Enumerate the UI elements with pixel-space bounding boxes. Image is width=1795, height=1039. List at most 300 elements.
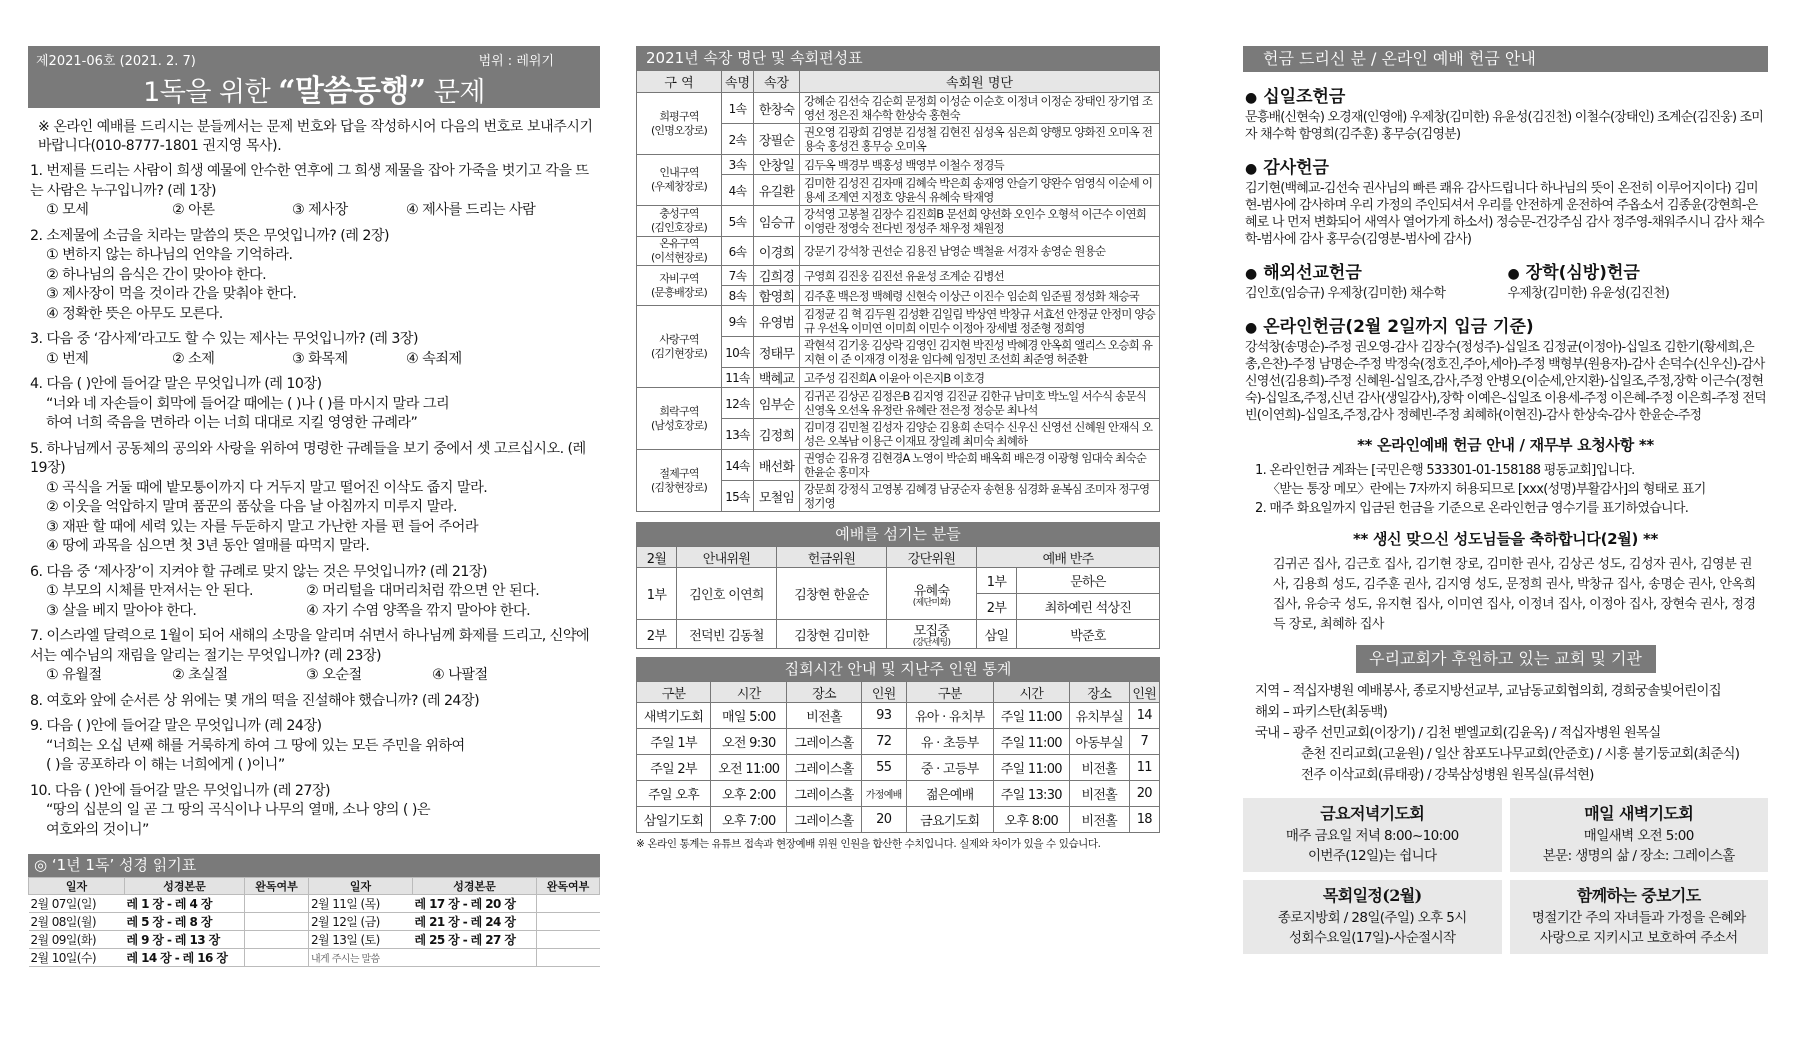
cell-number: 5속 (722, 206, 754, 237)
offering-title: 헌금 드리신 분 / 온라인 예배 헌금 안내 (1243, 46, 1768, 72)
box-line: 성회수요일(17일)-사순절시작 (1289, 930, 1456, 946)
cell-number: 13속 (722, 419, 754, 450)
question-text: 1. 번제를 드리는 사람이 희생 예물에 안수한 연후에 그 희생 제물을 잡아 가죽을 벗기고 각을 뜨는 사람은 누구입니까? (레 1장) (30, 163, 589, 199)
area-name: 희평구역 (659, 109, 699, 123)
cell-leader: 임부순 (754, 388, 800, 419)
table-row (637, 807, 1160, 833)
col-header: 2월 (637, 547, 677, 568)
question-1 (28, 162, 600, 221)
cell-leader: 한창숙 (754, 93, 800, 124)
stats-cell: 20 (861, 807, 906, 833)
col-header: 인원 (861, 682, 906, 703)
stats-title: 집회시간 안내 및 지난주 인원 통계 (636, 657, 1160, 681)
support-line: 해외 – 파키스탄(최동백) (1255, 704, 1388, 720)
question-5 (28, 440, 600, 557)
cell-leader: 안창일 (754, 155, 800, 175)
reading-check[interactable] (537, 931, 600, 949)
col-header: 시간 (711, 682, 787, 703)
reading-date: 2월 10일(수) (29, 949, 125, 967)
support-title: 우리교회가 후원하고 있는 교회 및 기관 (1356, 645, 1656, 673)
issue-number: 제2021-06호 (2021. 2. 7) (36, 54, 196, 69)
offering-names: 김창현 한윤순 (777, 568, 887, 620)
stats-cell: 비전홀 (787, 703, 861, 729)
quiz-column (28, 46, 600, 967)
box-line: 사랑으로 지키시고 보호하여 주소서 (1539, 930, 1738, 946)
cell-members: 김미한 김성진 김자매 김혜숙 박은희 송재영 안슬기 양완수 엄영식 이순세 이용세 조계연 지정호 양윤식 유혜숙 탁재영 (800, 175, 1160, 206)
area-name: 온유구역 (659, 237, 699, 250)
mission-scholar-row (1243, 248, 1768, 302)
guide-names: 전덕빈 김동철 (677, 620, 777, 649)
option: ④ 제사를 드리는 사람 (406, 202, 536, 218)
mission-heading (1245, 258, 1506, 283)
cell-leader: 백혜교 (754, 368, 800, 388)
cell-number: 10속 (722, 337, 754, 368)
altar-cell (887, 568, 977, 620)
cell-leader: 유길환 (754, 175, 800, 206)
col-header: 구분 (637, 682, 711, 703)
stats-cell: 14 (1129, 703, 1159, 729)
option: ③ 살을 베지 말아야 한다. (46, 602, 197, 619)
choir-name: 박준호 (1017, 620, 1160, 649)
question-line: 하여 너희 죽음을 면하라 이는 너희 대대로 지킬 영영한 규례라” (46, 415, 418, 431)
quiz-title-main: “말씀동행” (278, 74, 426, 109)
scholar-list: 우제창(김미한) 유윤성(김진천) (1507, 286, 1670, 301)
reading-passage: 레 25 장 - 레 27 장 (413, 931, 537, 949)
cell-number: 9속 (722, 306, 754, 337)
heading-text: 장학(심방)헌금 (1525, 263, 1640, 283)
col-header: 속회원 명단 (800, 71, 1160, 93)
support-line: 국내 – 광주 선민교회(이장기) / 김천 벧엘교회(김윤옥) / 적십자병원 원목실 (1255, 725, 1661, 741)
servers-header-row (637, 547, 1160, 568)
choir-name: 문하은 (1017, 568, 1160, 594)
cell-leader: 임승규 (754, 206, 800, 237)
choir-name: 최하예린 석상진 (1017, 594, 1160, 620)
col-header: 헌금위원 (777, 547, 887, 568)
reading-check[interactable] (245, 913, 309, 931)
altar-name: 유혜숙 (913, 583, 950, 599)
stats-cell: 매일 5:00 (711, 703, 787, 729)
col-header: 완독여부 (537, 878, 600, 895)
table-row (29, 913, 600, 931)
reading-date: 2월 11일 (목) (309, 895, 413, 913)
cell-number: 15속 (722, 481, 754, 512)
col-header: 속명 (722, 71, 754, 93)
area-elder: (이석현장로) (650, 251, 708, 264)
stats-cell: 가정예배 (861, 781, 906, 807)
reading-check[interactable] (245, 895, 309, 913)
cell-number: 6속 (722, 237, 754, 266)
roster-header-row (637, 71, 1160, 93)
table-row (637, 450, 1160, 481)
table-row (637, 306, 1160, 337)
option: ② 하나님의 음식은 간이 맞아야 한다. (46, 266, 267, 283)
stats-cell: 오전 11:00 (711, 755, 787, 781)
stats-cell: 오전 9:30 (711, 729, 787, 755)
stats-cell: 72 (861, 729, 906, 755)
option: ① 부모의 시체를 만져서는 안 된다. (46, 583, 253, 599)
bullet-icon: ● (1245, 90, 1258, 106)
question-text: 9. 다음 ( )안에 들어갈 말은 무엇입니까 (레 24장) (30, 718, 322, 734)
online-guide-title: ** 온라인예배 헌금 안내 / 재무부 요청사항 ** (1357, 436, 1654, 454)
reading-date: 2월 09일(화) (29, 931, 125, 949)
stats-cell: 그레이스홀 (787, 807, 861, 833)
scholar-block (1506, 248, 1769, 302)
area-cell (637, 266, 722, 306)
option: ④ 정확한 뜻은 아무도 모른다. (46, 305, 223, 322)
option: ③ 화목제 (292, 350, 348, 367)
table-row (29, 931, 600, 949)
cell-leader: 정태무 (754, 337, 800, 368)
box-line: 매일새벽 오전 5:00 (1583, 828, 1694, 844)
dawn-prayer-box (1510, 798, 1769, 872)
option: ③ 오순절 (306, 667, 362, 683)
cell-members: 김정균 김 혁 김두원 김성환 김일림 박상연 박창규 서효선 안정균 안정미 양승규 우선옥 이미연 이미희 이민수 이정아 장세별 정준형 정희영 (800, 306, 1160, 337)
stats-cell: 20 (1129, 781, 1159, 807)
table-row (637, 729, 1160, 755)
cell-number: 14속 (722, 450, 754, 481)
online-heading (1245, 312, 1768, 337)
area-elder: (문흥배장로) (650, 285, 708, 299)
cell-leader: 김희경 (754, 266, 800, 286)
col-header: 속장 (754, 71, 800, 93)
cell-members: 강문희 강정식 고영봉 김혜경 남궁순자 송현용 심경화 윤복심 조미자 정구영 정기영 (800, 481, 1160, 512)
table-row (29, 895, 600, 913)
cell-members: 고주성 김진희A 이윤아 이은지B 이호경 (800, 368, 1160, 388)
row-label: 1부 (637, 568, 677, 620)
cell-number: 3속 (722, 155, 754, 175)
row-label: 2부 (637, 620, 677, 649)
reading-note: 내게 주시는 말씀 (309, 949, 413, 967)
option: ④ 나팔절 (432, 667, 488, 683)
bullet-icon: ● (1245, 161, 1258, 177)
stats-cell: 삼일기도회 (637, 807, 711, 833)
area-name: 충성구역 (659, 207, 699, 220)
stats-cell: 주일 11:00 (993, 755, 1069, 781)
option: ③ 제사장이 먹을 것이라 간을 맞춰야 한다. (46, 286, 297, 302)
tithe-heading (1245, 82, 1768, 107)
stats-cell: 비전홀 (1070, 807, 1130, 833)
box-line: 매주 금요일 저녁 8:00~10:00 (1285, 828, 1459, 844)
col-header: 인원 (1129, 682, 1159, 703)
reading-date: 2월 12일 (금) (309, 913, 413, 931)
cell-leader: 이경희 (754, 237, 800, 266)
quiz-scope: 범위 : 레위기 (478, 54, 554, 69)
reading-passage (413, 949, 537, 967)
table-row (637, 155, 1160, 175)
online-guide-1b: 〈받는 통장 메모〉란에는 7자까지 허용되므로 [xxx(성명)부활감사]의 형태로 표기 (1267, 482, 1706, 497)
quiz-intro: ※ 온라인 예배를 드리시는 분들께서는 문제 번호와 답을 작성하시어 다음의 번호로 보내주시기 바랍니다(010-8777-1801 권지영 목사). (38, 119, 593, 154)
stats-cell: 오후 8:00 (993, 807, 1069, 833)
stats-cell: 오후 7:00 (711, 807, 787, 833)
intercession-box (1510, 880, 1769, 954)
stats-cell: 중 · 고등부 (906, 755, 993, 781)
area-cell (637, 388, 722, 450)
stats-cell: 그레이스홀 (787, 755, 861, 781)
friday-prayer-box (1243, 798, 1502, 872)
stats-note: ※ 온라인 통계는 유튜브 접속과 현장예배 위원 인원을 합산한 수치입니다. 실제와 차이가 있을 수 있습니다. (636, 838, 1101, 850)
choir-label: 삼일 (977, 620, 1017, 649)
stats-cell: 11 (1129, 755, 1159, 781)
altar-cell (887, 620, 977, 649)
cell-leader: 함영희 (754, 286, 800, 306)
area-cell (637, 306, 722, 388)
reading-date: 2월 07일(일) (29, 895, 125, 913)
question-9 (28, 717, 600, 776)
col-header: 구분 (906, 682, 993, 703)
altar-role: (제단미화) (912, 597, 951, 608)
reading-check[interactable] (537, 913, 600, 931)
area-name: 인내구역 (659, 166, 699, 179)
area-elder: (남성호장로) (650, 418, 708, 432)
table-row (637, 93, 1160, 124)
area-name: 사랑구역 (659, 332, 699, 346)
cell-number: 7속 (722, 266, 754, 286)
option: ① 모세 (46, 202, 89, 218)
question-line: “땅의 십분의 일 곧 그 땅의 곡식이나 나무의 열매, 소나 양의 ( )은 (46, 802, 430, 818)
option: ④ 땅에 과목을 심으면 첫 3년 동안 열매를 따먹지 말라. (46, 538, 370, 554)
question-line: “너와 네 자손들이 회막에 들어갈 때에는 ( )나 ( )를 마시지 말라 그리 (46, 395, 450, 412)
options (28, 582, 600, 602)
option: ① 변하지 않는 하나님의 언약을 기억하라. (46, 247, 293, 263)
col-header: 강단위원 (887, 547, 977, 568)
box-title: 목회일정(2월) (1322, 886, 1422, 905)
table-row (637, 755, 1160, 781)
area-elder: (우제창장로) (650, 180, 708, 193)
cell-number: 4속 (722, 175, 754, 206)
box-line: 이번주(12일)는 쉽니다 (1307, 848, 1437, 864)
thanks-list: 김기현(백혜교-김선숙 권사님의 빠른 쾌유 감사드립니다 하나님의 뜻이 온전히 이루어지이다) 김미현-범사에 감사하며 우리 가정의 주인되셔서 우리를 안전하게 운전하여 주옵소서 김종윤(강현희-은혜로 나 먼저 변화되어 새역사 열어가게 하소서) 정승문-건강주심 감사 정주영-채워주시니 감사 채수학-범사에 감사 홍무승(김영분-범사에 감사) (1245, 181, 1765, 247)
question-line: ( )을 공포하라 이 해는 너희에게 ( )이니” (46, 757, 285, 773)
table-row (637, 266, 1160, 286)
stats-cell: 금요기도회 (906, 807, 993, 833)
question-text: 2. 소제물에 소금을 치라는 말씀의 뜻은 무엇입니까? (레 2장) (30, 227, 389, 244)
question-text: 3. 다음 중 ‘감사제’라고도 할 수 있는 제사는 무엇입니까? (레 3장) (30, 331, 418, 347)
cell-leader: 김정희 (754, 419, 800, 450)
question-line: “너희는 오십 년째 해를 거룩하게 하여 그 땅에 있는 모든 주민을 위하여 (46, 737, 465, 754)
area-name: 절제구역 (659, 466, 699, 480)
roster-column (636, 46, 1160, 851)
thanks-heading (1245, 153, 1768, 178)
altar-name: 모집중 (913, 624, 950, 639)
col-header: 완독여부 (245, 878, 309, 895)
altar-role: (강단세팅) (912, 638, 951, 648)
roster-body (637, 93, 1160, 512)
area-cell (637, 237, 722, 266)
cell-members: 김미경 김민철 김성자 김양순 김용희 손덕수 신우신 신영선 신혜원 안재식 오성은 오복남 이용근 이재묘 장일례 최미숙 최혜하 (800, 419, 1160, 450)
area-cell (637, 155, 722, 206)
question-text: 8. 여호와 앞에 순서른 상 위에는 몇 개의 떡을 진설해야 했습니까? (레 24장) (30, 692, 480, 709)
bullet-icon: ● (1507, 266, 1520, 282)
quiz-title-post: 문제 (425, 77, 485, 108)
options (28, 350, 600, 370)
choir-label: 2부 (977, 594, 1017, 620)
col-header: 일자 (29, 878, 125, 895)
stats-cell: 그레이스홀 (787, 729, 861, 755)
cell-leader: 배선화 (754, 450, 800, 481)
question-8 (28, 692, 600, 712)
options (28, 666, 600, 686)
table-row (637, 781, 1160, 807)
cell-number: 12속 (722, 388, 754, 419)
cell-members: 권오영 김광희 김영분 김성철 김현진 심성옥 심은희 양행모 양화진 오미옥 전용숙 홍성건 홍무승 오미옥 (800, 124, 1160, 155)
box-title: 매일 새벽기도회 (1584, 804, 1694, 823)
reading-passage: 레 14 장 - 레 16 장 (125, 949, 245, 967)
area-cell (637, 206, 722, 237)
table-row (29, 949, 600, 967)
area-elder: (인명오장로) (650, 123, 708, 137)
stats-cell: 아동부실 (1070, 729, 1130, 755)
stats-cell: 7 (1129, 729, 1159, 755)
option: ② 초실절 (172, 667, 228, 683)
question-text: 10. 다음 ( )안에 들어갈 말은 무엇입니까 (레 27장) (30, 782, 330, 799)
question-text: 7. 이스라엘 달력으로 1월이 되어 새해의 소망을 알리며 쉬면서 하나님께 화제를 드리고, 신약에서는 예수님의 재림을 알리는 절기는 무엇입니까? (레 23장) (30, 628, 590, 664)
area-elder: (김창현장로) (650, 480, 708, 494)
stats-cell: 주일 13:30 (993, 781, 1069, 807)
servers-table (636, 546, 1160, 649)
reading-plan-title: ◎ ‘1년 1독’ 성경 읽기표 (28, 854, 600, 877)
stats-cell: 주일 1부 (637, 729, 711, 755)
mission-block (1243, 248, 1506, 302)
support-line: 춘천 진리교회(고윤원) / 일산 참포도나무교회(안준호) / 시흥 불기둥교회(최준식) (1301, 746, 1740, 762)
question-text: 6. 다음 중 ‘제사장’이 지켜야 할 규례로 맞지 않는 것은 무엇입니까? (레 21장) (30, 563, 487, 580)
reading-date: 2월 13일 (토) (309, 931, 413, 949)
table-row (637, 237, 1160, 266)
reading-check[interactable] (537, 895, 600, 913)
reading-passage: 레 9 장 - 레 13 장 (125, 931, 245, 949)
stats-cell: 비전홀 (1070, 781, 1130, 807)
cell-members: 권영순 김유경 김현경A 노영이 박순희 배옥희 배은경 이광형 임대숙 최숙순 한윤순 홍미자 (800, 450, 1160, 481)
col-header: 구 역 (637, 71, 722, 93)
option: ① 곡식을 거둘 때에 밭모퉁이까지 다 거두지 말고 떨어진 이삭도 줍지 말라. (46, 479, 488, 496)
stats-cell: 젊은예배 (906, 781, 993, 807)
reading-header-row (29, 878, 600, 895)
col-header: 성경본문 (125, 878, 245, 895)
cell-leader: 장필순 (754, 124, 800, 155)
reading-passage: 레 17 장 - 레 20 장 (413, 895, 537, 913)
option: ② 머리털을 대머리처럼 깎으면 안 된다. (306, 583, 540, 599)
reading-passage: 레 5 장 - 레 8 장 (125, 913, 245, 931)
option: ④ 속죄제 (406, 350, 462, 367)
offering-column (1243, 46, 1768, 954)
support-line: 전주 이삭교회(류태광) / 강북삼성병원 원목실(류석현) (1301, 767, 1594, 783)
stats-cell: 유아 · 유치부 (906, 703, 993, 729)
box-line: 본문: 생명의 삶 / 장소: 그레이스홀 (1542, 848, 1735, 864)
option: ④ 자기 수염 양쪽을 깎지 말아야 한다. (306, 602, 531, 619)
option: ② 이웃을 억압하지 말며 품꾼의 품삯을 다음 날 아침까지 미루지 말라. (46, 499, 457, 515)
heading-text: 해외선교헌금 (1263, 263, 1362, 283)
col-header: 일자 (309, 878, 413, 895)
quiz-title-pre: 1독을 위한 (143, 77, 279, 108)
reading-plan-table (28, 877, 600, 967)
birthday-title: ** 생신 맞으신 성도님들을 축하합니다(2월) ** (1352, 530, 1659, 548)
question-text: 4. 다음 ( )안에 들어갈 말은 무엇입니까 (레 10장) (30, 376, 322, 392)
reading-passage: 레 21 장 - 레 24 장 (413, 913, 537, 931)
cell-members: 강석영 고봉철 김장수 김진희B 문선희 양선화 오인수 오형석 이근수 이연희 이영란 정영숙 전다빈 정성주 채우정 채원정 (800, 206, 1160, 237)
table-row (637, 388, 1160, 419)
cell-number: 2속 (722, 124, 754, 155)
online-list: 강석창(송명순)-주정 권오영-감사 김장수(정성주)-십일조 김정균(이정아)-십일조 김한기(황세희,은총,은찬)-주정 남명순-주정 박정숙(정호진,주아,세아)-주정 백형부(원용자)-감사 손덕수(신우신)-감사 신영선(김용희)-주정 신혜원-십일조,감사,주정 안병오(이순세,안지환)-십일조,주정,장학 이근수(정현숙)-십일조,주정,신년 감사(생일감사),장학 이예은-십일조 이용세-주정 이은혜-주정 이은희-주정 전덕빈(이연희)-십일조,주정,감사 정혜빈-주정 최혜하(이현진)-감사 한상숙-감사 한윤순-주정 (1245, 340, 1766, 423)
col-header: 안내위원 (677, 547, 777, 568)
cell-members: 강혜순 김선숙 김순희 문정희 이성순 이순호 이정녀 이정순 장태인 장기엽 조영선 정은진 채수학 한상숙 홍현숙 (800, 93, 1160, 124)
question-text: 5. 하나님께서 공동체의 공의와 사랑을 위하여 명령한 규례들을 보기 중에서 셋 고르십시오. (레 19장) (30, 440, 586, 476)
stats-table (636, 681, 1160, 833)
roster-table (636, 70, 1160, 512)
stats-cell: 오후 2:00 (711, 781, 787, 807)
stats-cell: 주일 11:00 (993, 729, 1069, 755)
cell-members: 김주훈 백은정 백혜령 신현숙 이상근 이진수 임순희 임준필 정성화 채승국 (800, 286, 1160, 306)
heading-text: 온라인헌금(2월 2일까지 입금 기준) (1263, 317, 1534, 337)
online-guide-2: 2. 매주 화요일까지 입금된 헌금을 기준으로 온라인헌금 영수기를 표기하였습니다. (1255, 501, 1689, 516)
bullet-icon: ● (1245, 320, 1258, 336)
question-line: 여호와의 것이니” (46, 821, 149, 838)
stats-cell: 주일 오후 (637, 781, 711, 807)
stats-cell: 유치부실 (1070, 703, 1130, 729)
quiz-header (28, 46, 600, 108)
area-name: 자비구역 (659, 271, 699, 285)
area-cell (637, 93, 722, 155)
stats-header-row (637, 682, 1160, 703)
area-cell (637, 450, 722, 512)
option: ① 번제 (46, 350, 89, 367)
stats-cell: 18 (1129, 807, 1159, 833)
area-elder: (김인호장로) (650, 221, 708, 234)
cell-members: 강문기 강석창 권선순 김용진 남영순 백철윤 서경자 송영순 원용순 (800, 237, 1160, 266)
col-header: 예배 반주 (977, 547, 1160, 568)
roster-title: 2021년 속장 명단 및 속회편성표 (636, 46, 1160, 70)
heading-text: 감사헌금 (1263, 158, 1329, 178)
col-header: 성경본문 (413, 878, 537, 895)
option: ① 유월절 (46, 667, 102, 683)
cell-members: 구영희 김진웅 김진선 유윤성 조계순 김병선 (800, 266, 1160, 286)
stats-cell: 주일 2부 (637, 755, 711, 781)
cell-members: 김귀곤 김상곤 김정은B 김지영 김진균 김한규 남미호 박노일 서수식 송문식 신영옥 오선옥 유정란 유혜란 전은정 정승문 최나석 (800, 388, 1160, 419)
birthday-list: 김귀곤 집사, 김근호 집사, 김기현 장로, 김미한 권사, 김상곤 성도, 김성자 권사, 김영분 권사, 김용희 성도, 김주훈 권사, 김지영 성도, 문정희 권사, 박창규 집사, 송명순 권사, 안옥희 집사, 유승국 성도, 유지현 집사, 이미연 집사, 이정녀 집사, 이정아 집사, 장현숙 권사, 정경득 장로, 최혜하 집사 (1273, 557, 1756, 632)
cell-members: 곽현석 김기웅 김상락 김영인 김지현 박진성 박혜경 안옥희 앨리스 오승희 유지현 이 준 이재경 이정윤 임다혜 임정민 조선희 최준영 허준환 (800, 337, 1160, 368)
tithe-list: 문흥배(신현숙) 오경재(인영애) 우제창(김미한) 유윤성(김진천) 이철수(장태인) 조계순(김진웅) 조미자 채수학 함영희(김주훈) 홍무승(김영분) (1245, 110, 1764, 142)
online-guide-1: 1. 온라인헌금 계좌는 [국민은행 533301-01-158188 평동교회]입니다. (1255, 463, 1635, 478)
guide-names: 김인호 이연희 (677, 568, 777, 620)
stats-cell: 새벽기도회 (637, 703, 711, 729)
question-7 (28, 627, 600, 686)
options (28, 201, 600, 221)
reading-passage: 레 1 장 - 레 4 장 (125, 895, 245, 913)
mission-list: 김인호(임승규) 우제창(김미한) 채수학 (1245, 286, 1446, 301)
servers-title: 예배를 섬기는 분들 (636, 522, 1160, 546)
stats-cell: 유 · 초등부 (906, 729, 993, 755)
question-4 (28, 375, 600, 434)
box-line: 종로지방회 / 28일(주일) 오후 5시 (1277, 910, 1467, 926)
cell-number: 11속 (722, 368, 754, 388)
question-2 (28, 227, 600, 325)
option: ② 아론 (172, 202, 215, 218)
table-row (637, 568, 1160, 594)
reading-check[interactable] (245, 931, 309, 949)
notice-boxes (1243, 798, 1768, 954)
box-line: 명절기간 주의 자녀들과 가정을 은혜와 (1531, 910, 1746, 926)
option: ③ 재판 할 때에 세력 있는 자를 두둔하지 말고 가난한 자를 편 들어 주어라 (46, 518, 478, 535)
scholar-heading (1508, 258, 1769, 283)
stats-cell: 55 (861, 755, 906, 781)
reading-check[interactable] (245, 949, 309, 967)
stats-cell: 그레이스홀 (787, 781, 861, 807)
reading-check[interactable] (537, 949, 600, 967)
box-title: 금요저녁기도회 (1320, 804, 1425, 823)
option: ③ 제사장 (292, 202, 348, 218)
question-6 (28, 563, 600, 622)
stats-cell: 주일 11:00 (993, 703, 1069, 729)
support-line: 지역 – 적십자병원 예배봉사, 종로지방선교부, 교남동교회협의회, 경희궁솔빛어린이집 (1255, 683, 1721, 699)
cell-leader: 모철임 (754, 481, 800, 512)
